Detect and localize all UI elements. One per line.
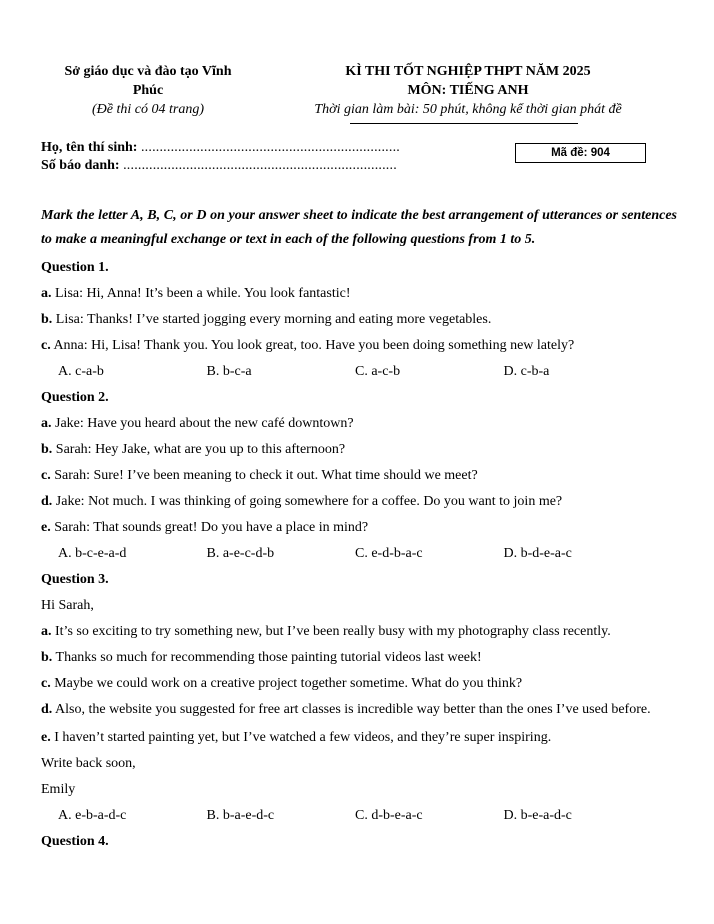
header-underline (350, 123, 578, 124)
question-3-item-e: e. I haven’t started painting yet, but I’ve watched a few videos, and they’re super inspiring. (41, 730, 552, 745)
school-header (40, 62, 256, 119)
question-2-item-e: e. Sarah: That sounds great! Do you have a place in mind? (41, 520, 369, 535)
question-1-option-b: B. b-c-a (206, 364, 252, 379)
question-3-options (41, 803, 677, 829)
province-name: Phúc (132, 83, 164, 98)
question-1-option-c: C. a-c-b (355, 364, 401, 379)
question-2-option-d: D. b-d-e-a-c (503, 546, 572, 561)
student-id-dots: .......................................................................... (123, 158, 397, 173)
question-1-title: Question 1. (41, 260, 109, 275)
question-1-option-d: D. c-b-a (503, 364, 550, 379)
exam-content (41, 204, 677, 855)
student-id-label: Số báo danh: (41, 158, 120, 173)
page-count-note: (Đề thi có 04 trang) (92, 102, 204, 117)
question-1-option-a: A. c-a-b (58, 364, 104, 379)
question-3-signature: Emily (41, 782, 76, 797)
question-3-option-a: A. e-b-a-d-c (58, 808, 127, 823)
exam-code-box: Mã đề: 904 (515, 143, 646, 163)
question-3-closing: Write back soon, (41, 756, 136, 771)
student-name-row (41, 140, 400, 156)
student-name-dots: ...................................................................... (140, 140, 400, 155)
question-1-item-c: c. Anna: Hi, Lisa! Thank you. You look great, too. Have you been doing something new lately? (41, 338, 575, 353)
question-3-option-b: B. b-a-e-d-c (206, 808, 275, 823)
question-2-item-c: c. Sarah: Sure! I’ve been meaning to check it out. What time should we meet? (41, 468, 478, 483)
question-2-item-b: b. Sarah: Hey Jake, what are you up to this afternoon? (41, 442, 346, 457)
student-name-label: Họ, tên thí sinh: (41, 140, 138, 155)
section-instruction: Mark the letter A, B, C, or D on your answer sheet to indicate the best arrangement of utterances or sentences to make a meaningful exchange or text in each of the following questions from 1 to 5. (41, 208, 677, 247)
student-id-row (41, 158, 397, 174)
question-2-option-b: B. a-e-c-d-b (206, 546, 275, 561)
subject-title: MÔN: TIẾNG ANH (407, 83, 529, 98)
question-3-greeting: Hi Sarah, (41, 598, 94, 613)
question-1-options (41, 359, 677, 385)
exam-header (290, 62, 646, 119)
department-name: Sở giáo dục và đào tạo Vĩnh (64, 64, 232, 79)
question-4-title: Question 4. (41, 834, 109, 849)
question-2-item-d: d. Jake: Not much. I was thinking of going somewhere for a coffee. Do you want to join me? (41, 494, 563, 509)
question-1-item-a: a. Lisa: Hi, Anna! It’s been a while. You look fantastic! (41, 286, 351, 301)
question-2-option-a: A. b-c-e-a-d (58, 546, 127, 561)
question-2-options (41, 541, 677, 567)
question-2-option-c: C. e-d-b-a-c (355, 546, 423, 561)
exam-title: KÌ THI TỐT NGHIỆP THPT NĂM 2025 (345, 64, 591, 79)
question-3-title: Question 3. (41, 572, 109, 587)
question-3-item-b: b. Thanks so much for recommending those painting tutorial videos last week! (41, 650, 482, 665)
question-3-option-c: C. d-b-e-a-c (355, 808, 423, 823)
question-3-item-d: d. Also, the website you suggested for free art classes is incredible way better than the ones I’ve used before. (41, 702, 651, 717)
time-allowed: Thời gian làm bài: 50 phút, không kể thời gian phát đề (314, 102, 622, 117)
question-3-item-a: a. It’s so exciting to try something new, but I’ve been really busy with my photography class recently. (41, 624, 611, 639)
question-3-item-c: c. Maybe we could work on a creative project together sometime. What do you think? (41, 676, 523, 691)
question-2-item-a: a. Jake: Have you heard about the new café downtown? (41, 416, 354, 431)
question-3-option-d: D. b-e-a-d-c (503, 808, 572, 823)
question-1-item-b: b. Lisa: Thanks! I’ve started jogging every morning and eating more vegetables. (41, 312, 492, 327)
question-2-title: Question 2. (41, 390, 109, 405)
